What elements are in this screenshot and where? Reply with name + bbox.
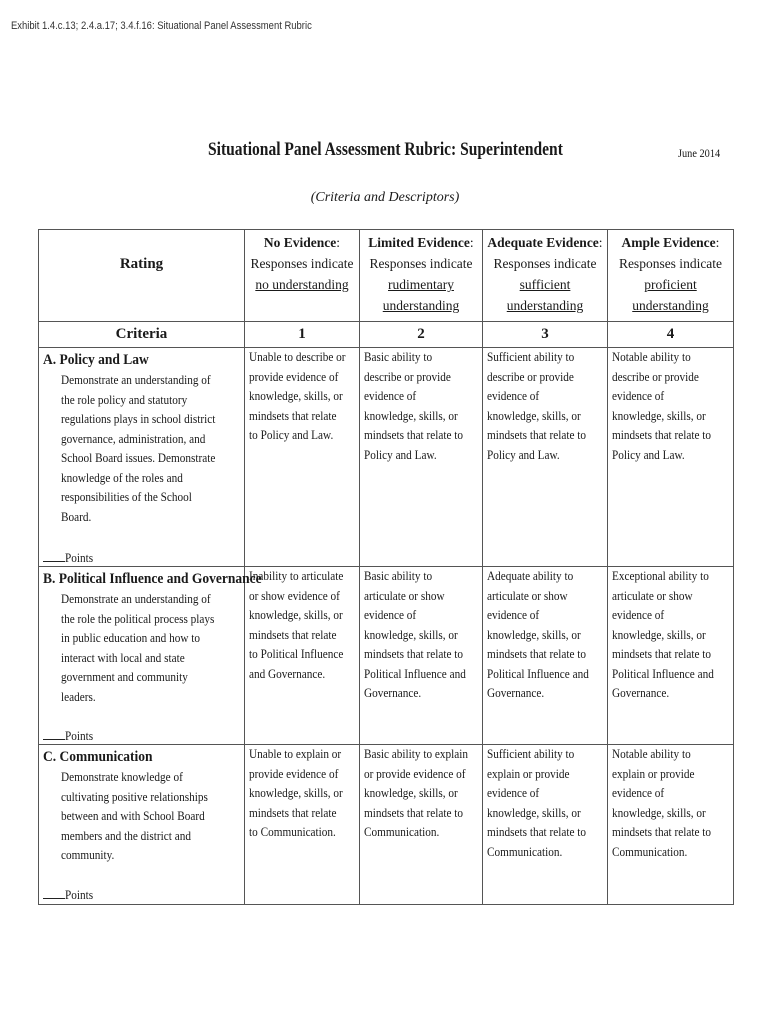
points-label: Points xyxy=(65,729,94,743)
page-subtitle: (Criteria and Descriptors) xyxy=(310,190,460,205)
points-field[interactable] xyxy=(39,549,244,566)
descriptor-cell xyxy=(245,348,360,567)
descriptor-cell xyxy=(245,567,360,745)
page-title: Situational Panel Assessment Rubric: Superintendent xyxy=(208,140,563,160)
criterion-row-b xyxy=(39,567,734,745)
level-header-2: Limited Evidence: Responses indicate rudimentary understanding xyxy=(360,230,483,322)
points-field[interactable] xyxy=(39,886,244,903)
descriptor-text: Unable to describe or provide evidence of knowledge, skills, or mindsets that relate to Policy and Law. xyxy=(249,350,346,442)
level-emphasis: sufficient understanding xyxy=(506,277,584,313)
descriptor-cell xyxy=(245,745,360,905)
rubric-table xyxy=(38,229,734,905)
level-header-1: No Evidence: Responses indicate no understanding xyxy=(245,230,360,322)
criterion-description: Demonstrate an understanding of the role the political process plays in public education and how to interact with local and state government and community leaders. xyxy=(61,592,215,704)
document-date: June 2014 xyxy=(678,146,721,160)
level-name: Limited Evidence xyxy=(368,235,470,250)
points-field[interactable] xyxy=(39,727,244,744)
level-number-1: 1 xyxy=(245,322,360,348)
criterion-row-c xyxy=(39,745,734,905)
descriptor-text: Notable ability to describe or provide evidence of knowledge, skills, or mindsets that relate to Policy and Law. xyxy=(612,350,712,462)
level-header-3: Adequate Evidence: Responses indicate sufficient understanding xyxy=(483,230,608,322)
points-label: Points xyxy=(65,887,94,902)
descriptor-text: Basic ability to describe or provide evidence of knowledge, skills, or mindsets that relate to Policy and Law. xyxy=(364,350,464,462)
descriptor-cell xyxy=(483,745,608,905)
level-lead: Responses indicate xyxy=(618,256,723,271)
level-emphasis: proficient understanding xyxy=(632,277,709,313)
level-number-4: 4 xyxy=(608,322,734,348)
level-header-4: Ample Evidence: Responses indicate proficient understanding xyxy=(608,230,734,322)
descriptor-cell xyxy=(360,348,483,567)
points-blank[interactable] xyxy=(43,727,65,740)
descriptor-text: Unable to explain or provide evidence of knowledge, skills, or mindsets that relate to Communication. xyxy=(249,747,343,839)
descriptor-text: Sufficient ability to describe or provide evidence of knowledge, skills, or mindsets that relate to Policy and Law. xyxy=(487,350,587,462)
descriptor-cell xyxy=(483,348,608,567)
criterion-title: A. Policy and Law xyxy=(43,352,149,368)
descriptor-text: Basic ability to articulate or show evidence of knowledge, skills, or mindsets that relate to Political Influence and Governance. xyxy=(364,569,466,700)
descriptor-cell xyxy=(608,348,734,567)
points-label: Points xyxy=(65,551,94,565)
points-blank[interactable] xyxy=(43,549,65,562)
descriptor-cell xyxy=(608,567,734,745)
level-name: No Evidence xyxy=(263,235,337,250)
criteria-number-row xyxy=(39,322,734,348)
criterion-title: C. Communication xyxy=(43,749,153,765)
level-emphasis: no understanding xyxy=(255,277,349,292)
descriptor-cell xyxy=(608,745,734,905)
level-lead: Responses indicate xyxy=(369,256,473,271)
descriptor-cell xyxy=(360,745,483,905)
points-blank[interactable] xyxy=(43,886,65,899)
descriptor-text: Basic ability to explain or provide evidence of knowledge, skills, or mindsets that relate to Communication. xyxy=(364,747,469,839)
criterion-description: Demonstrate knowledge of cultivating positive relationships between and with School Board members and the district and community. xyxy=(61,770,208,862)
criterion-cell xyxy=(39,567,262,745)
descriptor-text: Notable ability to explain or provide evidence of knowledge, skills, or mindsets that relate to Communication. xyxy=(612,747,712,859)
descriptor-text: Exceptional ability to articulate or show evidence of knowledge, skills, or mindsets that relate to Political Influence and Governance. xyxy=(612,569,714,700)
criterion-title: B. Political Influence and Governance xyxy=(43,571,262,587)
level-name: Adequate Evidence xyxy=(487,235,599,250)
descriptor-cell xyxy=(360,567,483,745)
rating-header: Rating xyxy=(39,230,245,322)
criterion-cell xyxy=(39,745,245,905)
descriptor-cell xyxy=(483,567,608,745)
criterion-row-a xyxy=(39,348,734,567)
level-number-2: 2 xyxy=(360,322,483,348)
exhibit-label: Exhibit 1.4.c.13; 2.4.a.17; 3.4.f.16: Situational Panel Assessment Rubric xyxy=(11,20,312,32)
level-lead: Responses indicate xyxy=(250,256,354,271)
level-lead: Responses indicate xyxy=(493,256,597,271)
criterion-cell xyxy=(39,348,245,567)
descriptor-text: Adequate ability to articulate or show evidence of knowledge, skills, or mindsets that relate to Political Influence and Governance. xyxy=(487,569,589,700)
descriptor-text: Inability to articulate or show evidence of knowledge, skills, or mindsets that relate to Political Influence and Governance. xyxy=(249,569,344,681)
level-name: Ample Evidence xyxy=(621,235,716,250)
rubric-header-row xyxy=(39,230,734,322)
level-emphasis: rudimentary understanding xyxy=(382,277,460,313)
criterion-description: Demonstrate an understanding of the role policy and statutory regulations plays in school district governance, administration, and School Board issues. Demonstrate knowledge of the roles and responsibilities of the School Board. xyxy=(61,373,216,524)
level-number-3: 3 xyxy=(483,322,608,348)
criteria-header: Criteria xyxy=(39,322,245,348)
descriptor-text: Sufficient ability to explain or provide evidence of knowledge, skills, or mindsets that relate to Communication. xyxy=(487,747,587,859)
